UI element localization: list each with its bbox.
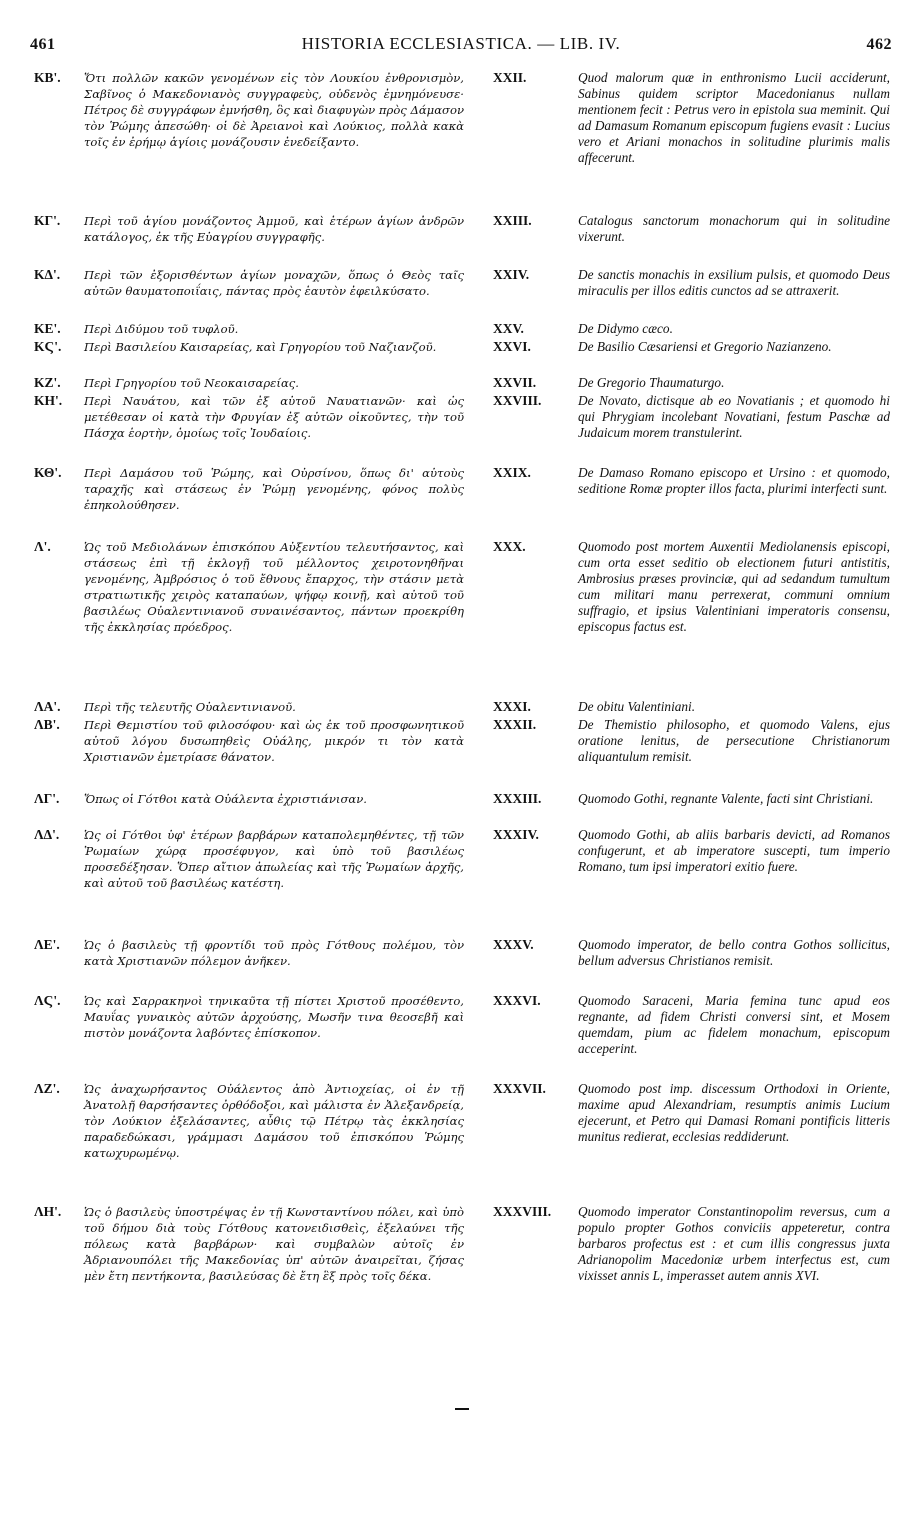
greek-chapter-title: Περὶ Ναυάτου, καὶ τῶν ἐξ αὐτοῦ Ναυατιανῶν· καὶ ὡς μετέθεσαν οἱ κατὰ τὴν Φρυγίαν ἐξ αὐτῶν οἰκοῦντες, τὴν τοῦ Πάσχα ἑορτὴν, ὁμοίως τοῖς Ἰουδαίοις. <box>84 394 464 440</box>
greek-chapter-title: Ὡς τοῦ Μεδιολάνων ἐπισκόπου Αὐξεντίου τελευτήσαντος, καὶ στάσεως ἐπὶ τῇ ἐκλογῇ τοῦ μέλλοντος χειροτονηθῆναι γενομένης, Ἀμβρόσιος ὁ τοῦ ἔθνους ἔπαρχος, τὴν στάσιν μετὰ στρατιωτικῆς χειρὸς καταπαύων, ψήφῳ κοινῇ, καὶ αὐτοῦ τοῦ βασιλέως Οὐαλεντινιανοῦ συναινέσαντος, πάντων προεκρίθη τῆς ἐκκλησίας πρόεδρος. <box>84 540 464 634</box>
latin-chapter-number: XXXV. <box>493 937 534 952</box>
latin-chapter-title: Quomodo imperator, de bello contra Gothos sollicitus, bellum adversus Christianos remisit. <box>578 937 890 968</box>
greek-chapter-title: Ὡς οἱ Γότθοι ὑφ' ἑτέρων βαρβάρων καταπολεμηθέντες, τῇ τῶν Ῥωμαίων χώρᾳ προσέφυγον, καὶ ὑπὸ τοῦ βασιλέως προσεδέξησαν. Ὅπερ αἴτιον ἀπωλείας καὶ τῆς Ῥωμαίων ἀρχῆς, καὶ αὐτοῦ τοῦ βασιλέως κατέστη. <box>84 828 464 890</box>
latin-chapter-number: XXVIII. <box>493 393 542 408</box>
page-number-right: 462 <box>866 36 892 53</box>
latin-chapter-number: XXXII. <box>493 717 537 732</box>
latin-chapter-number: XXVI. <box>493 339 531 354</box>
greek-chapter-title: Ὅτι πολλῶν κακῶν γενομένων εἰς τὸν Λουκίου ἐνθρονισμὸν, Σαβῖνος ὁ Μακεδονιανὸς συγγραφεὺς, οὐδενὸς ἐμνημόνευσε· Πέτρος δὲ συγγράφων ἐμνήσθη, ὃς καὶ διαφυγὼν πρὸς Δάμασον τὸν Ῥώμης ἀπεσώθη· οἱ δὲ Ἀρειανοὶ καὶ Λούκιος, πολλὰ κακὰ τοῖς ἐν ἐρήμῳ ἁγίοις μονάζουσιν ἐνεδείξαντο. <box>84 71 464 149</box>
greek-chapter-title: Ὡς ὁ βασιλεὺς ὑποστρέψας ἐν τῇ Κωνσταντίνου πόλει, καὶ ὑπὸ τοῦ δήμου διὰ τοὺς Γότθους κατονειδισθεὶς, ἐξελαύνει τῆς πόλεως κατὰ βαρβάρων· καὶ συμβαλὼν αὐτοῖς ἐν Ἀδριανουπόλει τῆς Μακεδονίας ὑπ' αὐτῶν ἀναιρεῖται, ζήσας μὲν ἔτη πεντήκοντα, βασιλεύσας δὲ ἔτη ἓξ πρὸς τοῖς δέκα. <box>84 1205 464 1283</box>
latin-chapter-number: XXXVII. <box>493 1081 546 1096</box>
greek-chapter-number: ΛΕ'. <box>34 937 60 952</box>
latin-chapter-number: XXIII. <box>493 213 532 228</box>
latin-chapter-title: De sanctis monachis in exsilium pulsis, et quomodo Deus miraculis per illos editis cunctos ad se attraxerit. <box>578 267 890 298</box>
latin-chapter-title: De Damaso Romano episcopo et Ursino : et quomodo, seditione Romæ propter illos facta, plurimi interfecti sunt. <box>578 465 890 496</box>
greek-chapter-title: Περὶ τῶν ἐξορισθέντων ἁγίων μοναχῶν, ὅπως ὁ Θεὸς ταῖς αὐτῶν θαυματοποιΐαις, πάντας πρὸς ἑαυτὸν ἐφειλκύσατο. <box>84 268 464 298</box>
greek-chapter-number: Λ'. <box>34 539 51 554</box>
latin-chapter-title: Quomodo post imp. discessum Orthodoxi in Oriente, maxime apud Alexandriam, resumptis animis Lucium ejecerunt, et Petro qui Damasi Romani pontificis litteris munitus redierat, ecclesias reddiderunt. <box>578 1081 890 1144</box>
latin-chapter-number: XXV. <box>493 321 524 336</box>
latin-chapter-number: XXXI. <box>493 699 531 714</box>
greek-chapter-number: ΚΒ'. <box>34 70 61 85</box>
greek-chapter-number: ΚΘ'. <box>34 465 62 480</box>
greek-chapter-title: Ὡς ὁ βασιλεὺς τῇ φροντίδι τοῦ πρὸς Γότθους πολέμου, τὸν κατὰ Χριστιανῶν πόλεμον ἀνῆκεν. <box>84 938 464 968</box>
latin-chapter-title: De Didymo cæco. <box>578 321 673 336</box>
greek-chapter-number: ΚΗ'. <box>34 393 63 408</box>
latin-chapter-title: Quomodo post mortem Auxentii Mediolanensis episcopi, cum orta esset seditio ob electionem futuri antistitis, Ambrosius præses provinciæ, qui ad sedandum tumultum cum militari manu perrexerat, communi omnium suffragio, et ipsius Valentiniani imperatoris consensu, episcopus factus est. <box>578 539 890 634</box>
page-number-left: 461 <box>30 36 56 53</box>
latin-chapter-title: De Basilio Cæsariensi et Gregorio Nazianzeno. <box>578 339 832 354</box>
greek-chapter-number: ΛϚ'. <box>34 993 61 1008</box>
latin-chapter-number: XXIV. <box>493 267 530 282</box>
greek-chapter-title: Περὶ Δαμάσου τοῦ Ῥώμης, καὶ Οὐρσίνου, ὅπως δι' αὐτοὺς ταραχῆς καὶ στάσεως ἐν Ῥώμῃ γενομένης, φόνος πολὺς ἐπηκολούθησεν. <box>84 466 464 512</box>
latin-chapter-number: XXXIV. <box>493 827 539 842</box>
greek-chapter-number: ΛΔ'. <box>34 827 60 842</box>
running-title: HISTORIA ECCLESIASTICA. — LIB. IV. <box>301 34 621 53</box>
latin-chapter-number: XXII. <box>493 70 527 85</box>
greek-chapter-number: ΛΒ'. <box>34 717 60 732</box>
latin-chapter-title: De obitu Valentiniani. <box>578 699 696 714</box>
latin-chapter-number: XXXIII. <box>493 791 542 806</box>
latin-chapter-number: XXXVIII. <box>493 1204 552 1219</box>
end-dash <box>455 1408 469 1410</box>
latin-chapter-number: XXX. <box>493 539 526 554</box>
greek-chapter-number: ΛΗ'. <box>34 1204 62 1219</box>
latin-chapter-title: Quomodo Gothi, ab aliis barbaris devicti, ad Romanos confugerunt, et ab imperatore suscepti, tum imperio Romano, tum ipsi imperatori exitio fuere. <box>578 827 890 874</box>
latin-chapter-number: XXVII. <box>493 375 537 390</box>
greek-chapter-title: Περὶ τῆς τελευτῆς Οὐαλεντινιανοῦ. <box>84 700 296 714</box>
greek-chapter-title: Ὡς καὶ Σαρρακηνοὶ τηνικαῦτα τῇ πίστει Χριστοῦ προσέθεντο, Μαυΐας γυναικὸς αὐτῶν ἀρχούσης, Μωσῆν τινα θεοσεβῆ καὶ πιστὸν μονάζοντα λαβόντες ἐπίσκοπον. <box>84 994 464 1040</box>
greek-chapter-title: Περὶ τοῦ ἁγίου μονάζοντος Ἀμμοῦ, καὶ ἑτέρων ἁγίων ἀνδρῶν κατάλογος, ἐκ τῆς Εὐαγρίου συγγραφῆς. <box>84 214 464 244</box>
latin-chapter-title: Quod malorum quæ in enthronismo Lucii acciderunt, Sabinus quidem scriptor Macedonianus nullam mentionem fecit : Petrus vero in epistola sua meminit. Qui ad Damasum Romanum episcopum fugiens evasit : Lucius vero et Ariani monachos in solitudine plurimis malis affecerunt. <box>578 70 890 165</box>
latin-chapter-title: Quomodo Saraceni, Maria femina tunc apud eos regnante, ad fidem Christi conversi sint, et Mosem quemdam, pium ac fidelem monachum, episcopum acceperint. <box>578 993 890 1056</box>
latin-chapter-title: Quomodo Gothi, regnante Valente, facti sint Christiani. <box>578 791 874 806</box>
latin-chapter-title: Catalogus sanctorum monachorum qui in solitudine vixerunt. <box>578 213 890 244</box>
greek-chapter-number: ΛΖ'. <box>34 1081 60 1096</box>
greek-chapter-number: ΚΔ'. <box>34 267 61 282</box>
latin-chapter-title: De Novato, dictisque ab eo Novatianis ; et quomodo hi qui Phrygiam incolebant Novatiani, festum Paschæ ad Judaicum morem transtulerint. <box>578 393 890 440</box>
greek-chapter-title: Περὶ Γρηγορίου τοῦ Νεοκαισαρείας. <box>84 376 299 390</box>
latin-chapter-number: XXIX. <box>493 465 531 480</box>
greek-chapter-number: ΚΕ'. <box>34 321 61 336</box>
latin-chapter-title: De Themistio philosopho, et quomodo Valens, ejus oratione lenitus, de persecutione Christianorum aliquantulum remisit. <box>578 717 890 764</box>
greek-chapter-title: Περὶ Διδύμου τοῦ τυφλοῦ. <box>84 322 239 336</box>
greek-chapter-number: ΛΑ'. <box>34 699 61 714</box>
latin-chapter-number: XXXVI. <box>493 993 541 1008</box>
latin-chapter-title: Quomodo imperator Constantinopolim reversus, cum a populo propter Gothos conviciis appeteretur, contra barbaros profectus est : et cum illis congressus juxta Adrianopolim Macedoniæ urbem interfectus est, cum vixisset annis L, imperasset autem annis XVI. <box>578 1204 890 1283</box>
greek-chapter-title: Περὶ Βασιλείου Καισαρείας, καὶ Γρηγορίου τοῦ Ναζιανζοῦ. <box>84 340 437 354</box>
greek-chapter-title: Περὶ Θεμιστίου τοῦ φιλοσόφου· καὶ ὡς ἐκ τοῦ προσφωνητικοῦ αὐτοῦ λόγου δυσωπηθεὶς Οὐάλης, μικρόν τι τὸν κατὰ Χριστιανῶν ἐμετρίασε θάνατον. <box>84 718 464 764</box>
greek-chapter-title: Ὡς ἀναχωρήσαντος Οὐάλεντος ἀπὸ Ἀντιοχείας, οἱ ἐν τῇ Ἀνατολῇ θαρσήσαντες ὀρθόδοξοι, καὶ μάλιστα ἐν Ἀλεξανδρείᾳ, τὸν Λούκιον ἐξελάσαντες, αὖθις τῷ Πέτρῳ τὰς ἐκκλησίας παραδεδώκασι, γράμμασι Δαμάσου τοῦ ἐπισκόπου Ῥώμης κατωχυρωμένῳ. <box>84 1082 464 1160</box>
greek-chapter-number: ΚΖ'. <box>34 375 61 390</box>
greek-chapter-title: Ὅπως οἱ Γότθοι κατὰ Οὐάλεντα ἐχριστιάνισαν. <box>84 792 367 806</box>
greek-chapter-number: ΛΓ'. <box>34 791 60 806</box>
greek-chapter-number: ΚΓ'. <box>34 213 61 228</box>
greek-chapter-number: ΚϚ'. <box>34 339 62 354</box>
latin-chapter-title: De Gregorio Thaumaturgo. <box>578 375 725 390</box>
